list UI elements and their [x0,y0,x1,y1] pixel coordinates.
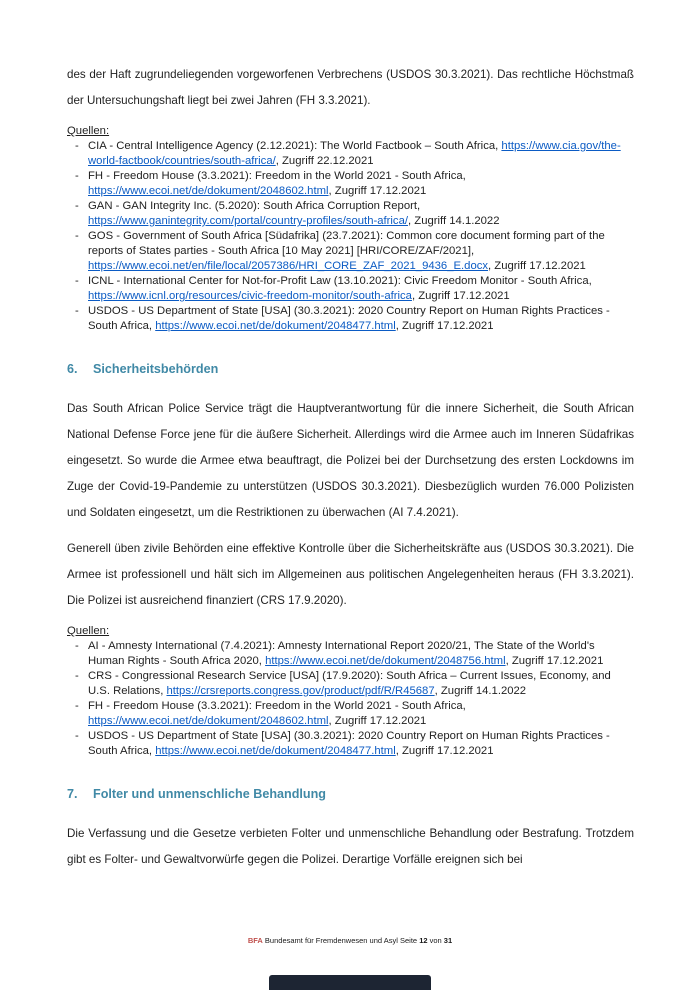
text-segment: FH - Freedom House (3.3.2021): Freedom in the World 2021 - South Africa, [88,700,466,712]
paragraph-pretrial-detention: des der Haft zugrundeliegenden vorgeworfenen Verbrechens (USDOS 30.3.2021). Das rechtliche Höchstmaß der Untersuchungshaft liegt bei zwei Jahren (FH 3.3.2021). [67,68,634,107]
section-7-heading [67,787,634,801]
text-segment: FH - Freedom House (3.3.2021): Freedom in the World 2021 - South Africa, [88,170,466,182]
sources-block-2 [67,624,634,759]
hyperlink[interactable]: https://www.ganintegrity.com/portal/country-profiles/south-africa/ [88,215,409,227]
paragraph-security-forces-2: Generell üben zivile Behörden eine effektive Kontrolle über die Sicherheitskräfte aus (USDOS 30.3.2021). Die Armee ist professionell und hält sich im Allgemeinen aus politischen Angelegenheiten heraus (FH 3.3.2021). Die Polizei ist ausreichend finanziert (CRS 17.9.2020). [67,542,634,607]
text-segment: , Zugriff 22.12.2021 [275,155,374,167]
section-7-title: Folter und unmenschliche Behandlung [93,787,326,801]
paragraph-security-forces-1: Das South African Police Service trägt die Hauptverantwortung für die innere Sicherheit, die South African National Defense Force jene für die äußere Sicherheit. Allerdings wird die Armee auch im Inneren Südafrikas eingesetzt. So wurde die Armee etwa beauftragt, die Polizei bei der Durchsetzung des ersten Lockdowns im Zuge der Covid-19-Pandemie zu unterstützen (USDOS 30.3.2021). Diesbezüglich wurden 76.000 Polizisten und Soldaten eingesetzt, um die Restriktionen zu überwachen (AI 7.4.2021). [67,402,634,519]
section-6-title: Sicherheitsbehörden [93,362,219,376]
text-segment: CRS - Congressional Research Service [USA] (17.9.2020): South Africa – Current Issues, Economy, and U.S. Relations, [88,670,611,697]
text-segment: , Zugriff 14.1.2022 [408,215,500,227]
sources-label: Quellen: [67,125,110,137]
section-6-number: 6. [67,362,78,376]
text-segment: 12 [419,936,428,945]
source-list-2 [67,639,634,759]
hyperlink[interactable]: https://www.ecoi.net/de/dokument/2048477.html [155,745,396,757]
section-6-heading [67,362,634,376]
text-segment: USDOS - US Department of State [USA] (30.3.2021): 2020 Country Report on Human Rights Practices - South Africa, [88,305,610,332]
hyperlink[interactable]: https://www.ecoi.net/de/dokument/2048756.html [265,655,506,667]
hyperlink[interactable]: https://www.ecoi.net/de/dokument/2048477.html [155,320,396,332]
text-segment: , Zugriff 14.1.2022 [434,685,527,697]
footer-brand: BFA [247,936,263,945]
source-item [88,229,634,274]
text-segment: CIA - Central Intelligence Agency (2.12.2021): The World Factbook – South Africa, [88,140,502,152]
source-item [88,169,634,199]
source-item [88,199,634,229]
sources-label: Quellen: [67,625,110,637]
text-segment: USDOS - US Department of State [USA] (30.3.2021): 2020 Country Report on Human Rights Practices - South Africa, [88,730,610,757]
text-segment: GAN - GAN Integrity Inc. (5.2020): South Africa Corruption Report, [88,200,421,212]
text-segment: , Zugriff 17.12.2021 [411,290,510,302]
hyperlink[interactable]: https://www.ecoi.net/de/dokument/2048602.html [88,715,329,727]
text-segment: AI - Amnesty International (7.4.2021): Amnesty International Report 2020/21, The State of the World's Human Rights - South Africa 2020, [88,640,595,667]
section-7-number: 7. [67,787,78,801]
text-segment: , Zugriff 17.12.2021 [328,185,427,197]
text-segment: von [427,936,444,945]
source-list-1 [67,139,634,334]
text-segment: GOS - Government of South Africa [Südafrika] (23.7.2021): Common core document forming part of the reports of States parties - South Africa [10 May 2021] [HRI/CORE/ZAF/2021], [88,230,605,257]
text-segment: , Zugriff 17.12.2021 [488,260,586,272]
source-item [88,639,634,669]
text-segment: ICNL - International Center for Not-for-Profit Law (13.10.2021): Civic Freedom Monitor - South Africa, [88,275,592,287]
page-footer [0,936,700,946]
source-item [88,699,634,729]
text-segment: , Zugriff 17.12.2021 [395,745,494,757]
source-item [88,139,634,169]
hyperlink[interactable]: https://www.cia.gov/the-world-factbook/countries/south-africa/ [88,140,621,167]
source-item [88,729,634,759]
hyperlink[interactable]: https://www.ecoi.net/de/dokument/2048602.html [88,185,329,197]
text-segment: , Zugriff 17.12.2021 [505,655,604,667]
text-segment: 31 [443,936,453,945]
text-segment: , Zugriff 17.12.2021 [328,715,427,727]
source-item [88,304,634,334]
text-segment: , Zugriff 17.12.2021 [395,320,494,332]
hyperlink[interactable]: https://crsreports.congress.gov/product/pdf/R/R45687 [166,685,435,697]
hyperlink[interactable]: https://www.ecoi.net/en/file/local/2057386/HRI_CORE_ZAF_2021_9436_E.docx [88,260,489,272]
paragraph-torture: Die Verfassung und die Gesetze verbieten Folter und unmenschliche Behandlung oder Bestrafung. Trotzdem gibt es Folter- und Gewaltvorwürfe gegen die Polizei. Derartige Vorfälle ereignen sich bei [67,827,634,866]
hyperlink[interactable]: https://www.icnl.org/resources/civic-freedom-monitor/south-africa [88,290,412,302]
text-segment: Bundesamt für Fremdenwesen und Asyl Seite [262,936,420,945]
source-item [88,274,634,304]
source-item [88,669,634,699]
sources-block-1 [67,124,634,334]
bottom-toolbar[interactable] [269,975,431,990]
